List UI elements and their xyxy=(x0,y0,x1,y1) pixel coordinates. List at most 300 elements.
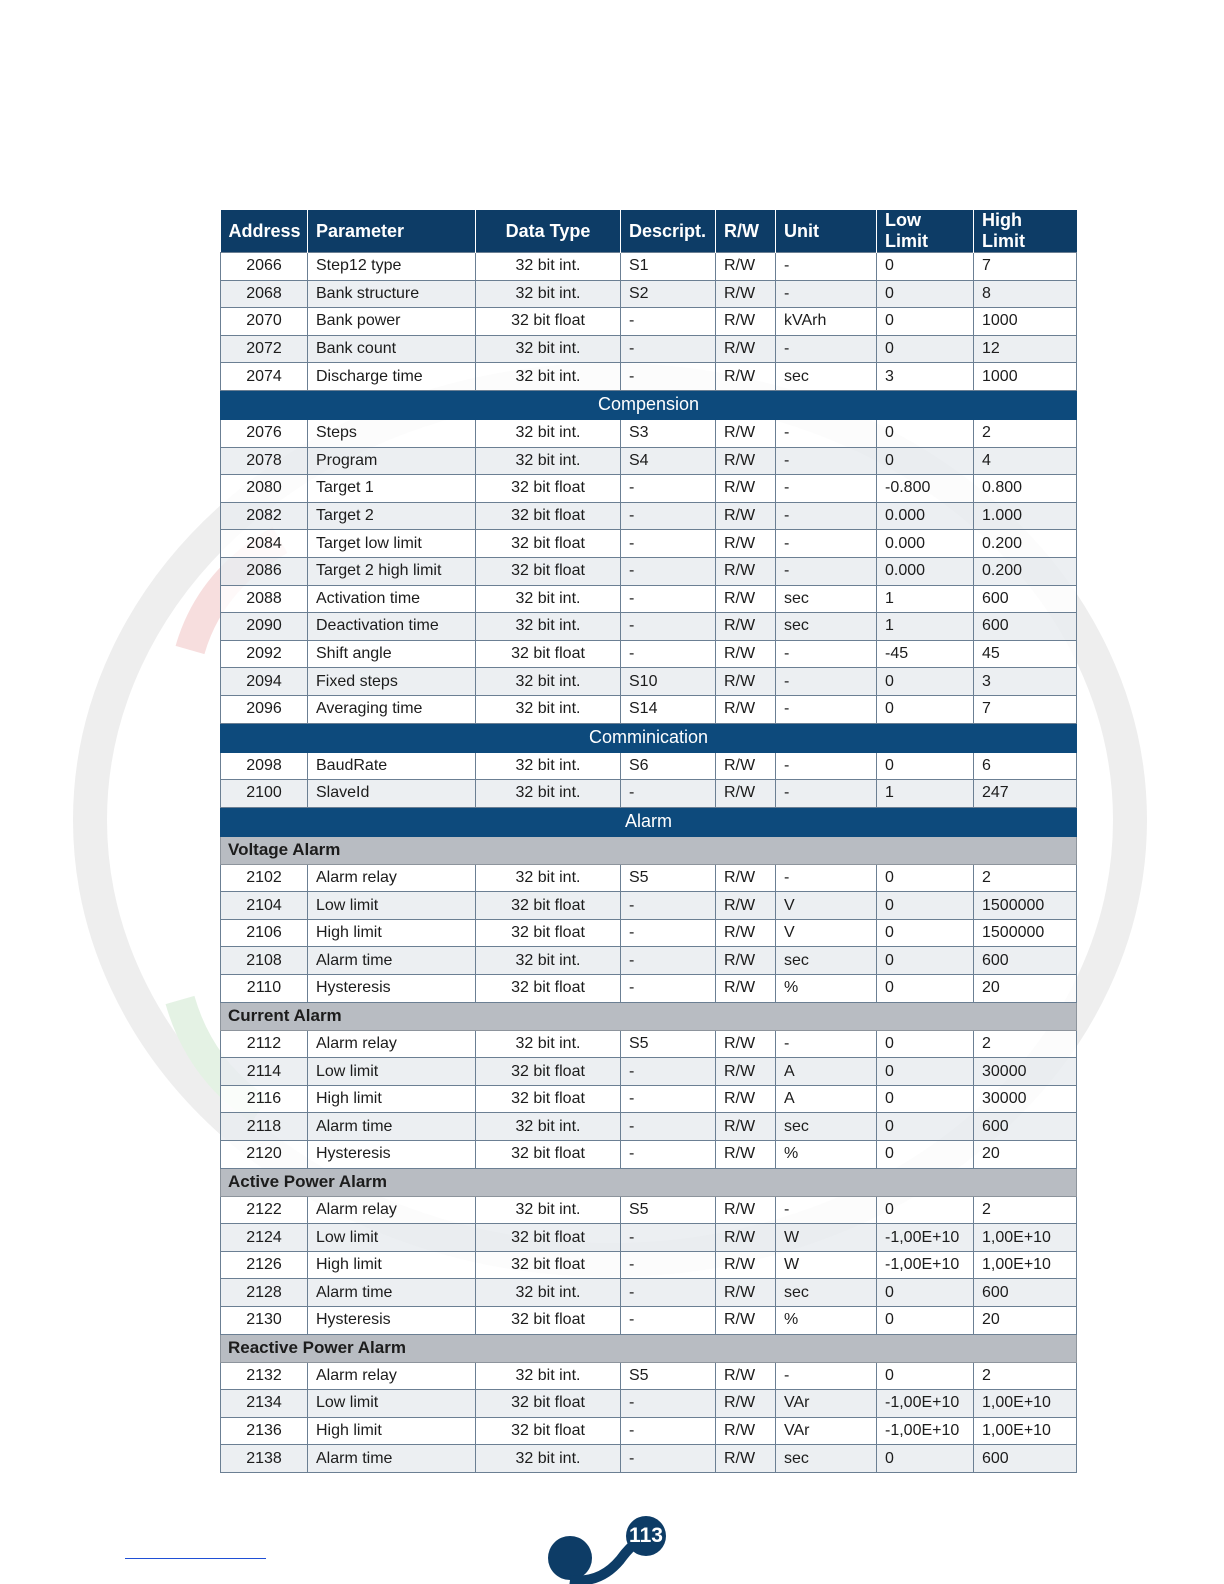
cell-low-limit: 1 xyxy=(877,613,974,641)
cell-low-limit: 0 xyxy=(877,1113,974,1141)
cell-rw: R/W xyxy=(716,1307,776,1335)
cell-rw: R/W xyxy=(716,1058,776,1086)
cell-parameter: Alarm relay xyxy=(308,1030,476,1058)
cell-high-limit: 600 xyxy=(974,947,1077,975)
cell-descript: S5 xyxy=(621,1362,716,1390)
cell-unit: kVArh xyxy=(776,308,877,336)
cell-high-limit: 12 xyxy=(974,335,1077,363)
cell-data-type: 32 bit float xyxy=(476,530,621,558)
cell-high-limit: 7 xyxy=(974,695,1077,723)
table-row xyxy=(221,752,1077,780)
cell-data-type: 32 bit int. xyxy=(476,947,621,975)
cell-data-type: 32 bit int. xyxy=(476,447,621,475)
cell-data-type: 32 bit int. xyxy=(476,363,621,391)
cell-descript: - xyxy=(621,1085,716,1113)
cell-descript: - xyxy=(621,335,716,363)
cell-descript: - xyxy=(621,1251,716,1279)
cell-parameter: BaudRate xyxy=(308,752,476,780)
table-row xyxy=(221,864,1077,892)
cell-rw: R/W xyxy=(716,280,776,308)
cell-low-limit: 0 xyxy=(877,1307,974,1335)
subsection-header-row xyxy=(221,1334,1077,1362)
table-row xyxy=(221,1058,1077,1086)
table-row xyxy=(221,475,1077,503)
cell-high-limit: 4 xyxy=(974,447,1077,475)
subsection-header-row xyxy=(221,836,1077,864)
cell-high-limit: 2 xyxy=(974,864,1077,892)
cell-rw: R/W xyxy=(716,1113,776,1141)
cell-data-type: 32 bit int. xyxy=(476,280,621,308)
table-row xyxy=(221,1224,1077,1252)
cell-descript: - xyxy=(621,1141,716,1169)
cell-unit: - xyxy=(776,864,877,892)
cell-address: 2116 xyxy=(221,1085,308,1113)
cell-address: 2066 xyxy=(221,253,308,281)
table-row xyxy=(221,640,1077,668)
cell-parameter: Alarm relay xyxy=(308,1196,476,1224)
cell-rw: R/W xyxy=(716,1030,776,1058)
cell-descript: - xyxy=(621,975,716,1003)
cell-data-type: 32 bit int. xyxy=(476,1030,621,1058)
cell-high-limit: 600 xyxy=(974,613,1077,641)
table-row xyxy=(221,585,1077,613)
cell-descript: - xyxy=(621,1390,716,1418)
cell-address: 2100 xyxy=(221,780,308,808)
cell-descript: S5 xyxy=(621,864,716,892)
cell-high-limit: 30000 xyxy=(974,1085,1077,1113)
cell-descript: - xyxy=(621,1279,716,1307)
table-row xyxy=(221,1417,1077,1445)
cell-address: 2094 xyxy=(221,668,308,696)
cell-parameter: Steps xyxy=(308,419,476,447)
cell-data-type: 32 bit float xyxy=(476,1085,621,1113)
subsection-header-row xyxy=(221,1002,1077,1030)
cell-data-type: 32 bit int. xyxy=(476,752,621,780)
cell-unit: - xyxy=(776,419,877,447)
cell-rw: R/W xyxy=(716,1251,776,1279)
table-row xyxy=(221,557,1077,585)
table-row xyxy=(221,1030,1077,1058)
cell-data-type: 32 bit int. xyxy=(476,1196,621,1224)
cell-low-limit: 0 xyxy=(877,947,974,975)
subsection-title: Active Power Alarm xyxy=(221,1168,1077,1196)
cell-descript: - xyxy=(621,585,716,613)
cell-parameter: Step12 type xyxy=(308,253,476,281)
cell-unit: - xyxy=(776,780,877,808)
cell-unit: VAr xyxy=(776,1390,877,1418)
cell-parameter: Alarm time xyxy=(308,1113,476,1141)
cell-address: 2108 xyxy=(221,947,308,975)
table-row xyxy=(221,1251,1077,1279)
cell-rw: R/W xyxy=(716,947,776,975)
cell-unit: - xyxy=(776,695,877,723)
cell-data-type: 32 bit int. xyxy=(476,1279,621,1307)
cell-low-limit: 0.000 xyxy=(877,557,974,585)
cell-unit: - xyxy=(776,1362,877,1390)
cell-parameter: Low limit xyxy=(308,1058,476,1086)
cell-address: 2130 xyxy=(221,1307,308,1335)
cell-address: 2122 xyxy=(221,1196,308,1224)
cell-low-limit: -1,00E+10 xyxy=(877,1251,974,1279)
cell-unit: W xyxy=(776,1224,877,1252)
cell-high-limit: 1,00E+10 xyxy=(974,1224,1077,1252)
cell-rw: R/W xyxy=(716,1445,776,1473)
cell-address: 2090 xyxy=(221,613,308,641)
cell-unit: - xyxy=(776,1030,877,1058)
cell-parameter: Alarm time xyxy=(308,947,476,975)
header-low-limit: Low Limit xyxy=(877,210,974,253)
cell-low-limit: 0 xyxy=(877,975,974,1003)
cell-high-limit: 1500000 xyxy=(974,892,1077,920)
cell-data-type: 32 bit int. xyxy=(476,1113,621,1141)
cell-data-type: 32 bit int. xyxy=(476,1445,621,1473)
cell-low-limit: 0 xyxy=(877,752,974,780)
cell-data-type: 32 bit int. xyxy=(476,864,621,892)
cell-data-type: 32 bit float xyxy=(476,1251,621,1279)
subsection-title: Reactive Power Alarm xyxy=(221,1334,1077,1362)
cell-address: 2096 xyxy=(221,695,308,723)
cell-low-limit: 0 xyxy=(877,1058,974,1086)
cell-high-limit: 6 xyxy=(974,752,1077,780)
cell-low-limit: -0.800 xyxy=(877,475,974,503)
cell-descript: S2 xyxy=(621,280,716,308)
cell-rw: R/W xyxy=(716,695,776,723)
cell-low-limit: 0 xyxy=(877,1279,974,1307)
cell-high-limit: 1500000 xyxy=(974,919,1077,947)
cell-high-limit: 1.000 xyxy=(974,502,1077,530)
cell-low-limit: -45 xyxy=(877,640,974,668)
cell-low-limit: 0 xyxy=(877,1085,974,1113)
cell-high-limit: 30000 xyxy=(974,1058,1077,1086)
cell-unit: - xyxy=(776,530,877,558)
cell-low-limit: 0 xyxy=(877,1445,974,1473)
cell-low-limit: 0 xyxy=(877,447,974,475)
cell-unit: V xyxy=(776,919,877,947)
cell-low-limit: 0 xyxy=(877,919,974,947)
cell-rw: R/W xyxy=(716,419,776,447)
cell-rw: R/W xyxy=(716,502,776,530)
cell-unit: - xyxy=(776,335,877,363)
cell-parameter: Target 2 xyxy=(308,502,476,530)
cell-low-limit: -1,00E+10 xyxy=(877,1224,974,1252)
cell-data-type: 32 bit float xyxy=(476,1307,621,1335)
table-row xyxy=(221,975,1077,1003)
cell-rw: R/W xyxy=(716,640,776,668)
cell-parameter: Fixed steps xyxy=(308,668,476,696)
cell-address: 2138 xyxy=(221,1445,308,1473)
cell-descript: - xyxy=(621,308,716,336)
cell-rw: R/W xyxy=(716,335,776,363)
cell-unit: - xyxy=(776,1196,877,1224)
cell-high-limit: 20 xyxy=(974,1141,1077,1169)
subsection-header-row xyxy=(221,1168,1077,1196)
cell-descript: - xyxy=(621,640,716,668)
table-row xyxy=(221,447,1077,475)
cell-data-type: 32 bit int. xyxy=(476,668,621,696)
cell-high-limit: 1000 xyxy=(974,308,1077,336)
table-row xyxy=(221,1445,1077,1473)
table-row xyxy=(221,1141,1077,1169)
header-parameter: Parameter xyxy=(308,210,476,253)
cell-rw: R/W xyxy=(716,585,776,613)
table-row xyxy=(221,1307,1077,1335)
table-row xyxy=(221,280,1077,308)
cell-rw: R/W xyxy=(716,557,776,585)
header-rw: R/W xyxy=(716,210,776,253)
cell-low-limit: 0 xyxy=(877,864,974,892)
cell-address: 2114 xyxy=(221,1058,308,1086)
cell-address: 2068 xyxy=(221,280,308,308)
table-row xyxy=(221,668,1077,696)
cell-data-type: 32 bit float xyxy=(476,975,621,1003)
cell-descript: - xyxy=(621,1224,716,1252)
cell-low-limit: 0 xyxy=(877,253,974,281)
cell-data-type: 32 bit float xyxy=(476,1141,621,1169)
cell-high-limit: 7 xyxy=(974,253,1077,281)
cell-low-limit: 0.000 xyxy=(877,530,974,558)
table-row xyxy=(221,1196,1077,1224)
cell-address: 2080 xyxy=(221,475,308,503)
cell-parameter: High limit xyxy=(308,1251,476,1279)
cell-rw: R/W xyxy=(716,752,776,780)
cell-rw: R/W xyxy=(716,475,776,503)
cell-low-limit: 1 xyxy=(877,585,974,613)
cell-address: 2092 xyxy=(221,640,308,668)
cell-unit: W xyxy=(776,1251,877,1279)
section-title: Compension xyxy=(221,390,1077,419)
cell-data-type: 32 bit float xyxy=(476,1224,621,1252)
cell-descript: - xyxy=(621,557,716,585)
subsection-title: Voltage Alarm xyxy=(221,836,1077,864)
cell-low-limit: 0 xyxy=(877,1362,974,1390)
cell-address: 2098 xyxy=(221,752,308,780)
cell-parameter: Alarm time xyxy=(308,1279,476,1307)
cell-rw: R/W xyxy=(716,1141,776,1169)
cell-rw: R/W xyxy=(716,864,776,892)
cell-low-limit: 0 xyxy=(877,335,974,363)
cell-high-limit: 1,00E+10 xyxy=(974,1417,1077,1445)
cell-rw: R/W xyxy=(716,1196,776,1224)
cell-descript: - xyxy=(621,892,716,920)
cell-unit: sec xyxy=(776,585,877,613)
cell-descript: - xyxy=(621,1445,716,1473)
cell-low-limit: 1 xyxy=(877,780,974,808)
register-table-container xyxy=(220,210,1076,1473)
table-row xyxy=(221,1113,1077,1141)
cell-low-limit: 3 xyxy=(877,363,974,391)
cell-address: 2124 xyxy=(221,1224,308,1252)
cell-address: 2120 xyxy=(221,1141,308,1169)
cell-low-limit: -1,00E+10 xyxy=(877,1390,974,1418)
cell-data-type: 32 bit int. xyxy=(476,253,621,281)
cell-parameter: Target 2 high limit xyxy=(308,557,476,585)
cell-parameter: High limit xyxy=(308,919,476,947)
cell-data-type: 32 bit int. xyxy=(476,335,621,363)
cell-address: 2132 xyxy=(221,1362,308,1390)
cell-address: 2072 xyxy=(221,335,308,363)
cell-parameter: Averaging time xyxy=(308,695,476,723)
cell-unit: % xyxy=(776,1307,877,1335)
section-title: Alarm xyxy=(221,807,1077,836)
cell-parameter: Low limit xyxy=(308,892,476,920)
cell-parameter: Bank power xyxy=(308,308,476,336)
cell-address: 2074 xyxy=(221,363,308,391)
cell-descript: S14 xyxy=(621,695,716,723)
cell-parameter: Deactivation time xyxy=(308,613,476,641)
table-row xyxy=(221,1085,1077,1113)
cell-unit: - xyxy=(776,280,877,308)
cell-parameter: Low limit xyxy=(308,1224,476,1252)
cell-high-limit: 20 xyxy=(974,975,1077,1003)
cell-address: 2076 xyxy=(221,419,308,447)
cell-descript: S10 xyxy=(621,668,716,696)
table-row xyxy=(221,919,1077,947)
cell-rw: R/W xyxy=(716,1390,776,1418)
cell-low-limit: 0 xyxy=(877,695,974,723)
cell-unit: - xyxy=(776,752,877,780)
header-high-limit: High Limit xyxy=(974,210,1077,253)
cell-data-type: 32 bit float xyxy=(476,1390,621,1418)
cell-unit: sec xyxy=(776,1113,877,1141)
cell-unit: - xyxy=(776,253,877,281)
cell-rw: R/W xyxy=(716,613,776,641)
cell-data-type: 32 bit float xyxy=(476,919,621,947)
table-row xyxy=(221,1279,1077,1307)
table-row xyxy=(221,419,1077,447)
cell-low-limit: 0 xyxy=(877,1196,974,1224)
cell-parameter: Activation time xyxy=(308,585,476,613)
cell-data-type: 32 bit float xyxy=(476,892,621,920)
cell-descript: - xyxy=(621,502,716,530)
cell-descript: S6 xyxy=(621,752,716,780)
table-header-row xyxy=(221,210,1077,253)
cell-rw: R/W xyxy=(716,919,776,947)
cell-address: 2128 xyxy=(221,1279,308,1307)
cell-data-type: 32 bit int. xyxy=(476,585,621,613)
cell-rw: R/W xyxy=(716,308,776,336)
cell-parameter: Alarm time xyxy=(308,1445,476,1473)
cell-address: 2086 xyxy=(221,557,308,585)
cell-unit: % xyxy=(776,1141,877,1169)
cell-address: 2078 xyxy=(221,447,308,475)
cell-parameter: SlaveId xyxy=(308,780,476,808)
cell-parameter: Alarm relay xyxy=(308,864,476,892)
cell-high-limit: 247 xyxy=(974,780,1077,808)
cell-low-limit: 0 xyxy=(877,1141,974,1169)
cell-high-limit: 0.200 xyxy=(974,530,1077,558)
cell-high-limit: 2 xyxy=(974,419,1077,447)
cell-rw: R/W xyxy=(716,1224,776,1252)
cell-unit: - xyxy=(776,502,877,530)
cell-high-limit: 45 xyxy=(974,640,1077,668)
cell-high-limit: 3 xyxy=(974,668,1077,696)
cell-unit: A xyxy=(776,1058,877,1086)
cell-low-limit: 0.000 xyxy=(877,502,974,530)
modbus-register-table xyxy=(220,210,1077,1473)
cell-low-limit: 0 xyxy=(877,1030,974,1058)
cell-high-limit: 2 xyxy=(974,1196,1077,1224)
cell-address: 2102 xyxy=(221,864,308,892)
table-body xyxy=(221,253,1077,1473)
cell-high-limit: 8 xyxy=(974,280,1077,308)
table-row xyxy=(221,1390,1077,1418)
cell-rw: R/W xyxy=(716,975,776,1003)
cell-parameter: Program xyxy=(308,447,476,475)
cell-descript: - xyxy=(621,1058,716,1086)
cell-unit: V xyxy=(776,892,877,920)
cell-data-type: 32 bit int. xyxy=(476,780,621,808)
cell-address: 2088 xyxy=(221,585,308,613)
cell-address: 2084 xyxy=(221,530,308,558)
cell-address: 2134 xyxy=(221,1390,308,1418)
header-descript: Descript. xyxy=(621,210,716,253)
cell-unit: VAr xyxy=(776,1417,877,1445)
cell-descript: - xyxy=(621,530,716,558)
cell-data-type: 32 bit float xyxy=(476,502,621,530)
table-row xyxy=(221,253,1077,281)
cell-data-type: 32 bit float xyxy=(476,1417,621,1445)
cell-high-limit: 600 xyxy=(974,1113,1077,1141)
cell-descript: - xyxy=(621,613,716,641)
cell-low-limit: 0 xyxy=(877,280,974,308)
cell-address: 2126 xyxy=(221,1251,308,1279)
header-data-type: Data Type xyxy=(476,210,621,253)
table-row xyxy=(221,947,1077,975)
cell-high-limit: 600 xyxy=(974,1279,1077,1307)
cell-descript: - xyxy=(621,947,716,975)
table-row xyxy=(221,1362,1077,1390)
cell-data-type: 32 bit float xyxy=(476,475,621,503)
cell-data-type: 32 bit float xyxy=(476,308,621,336)
cell-high-limit: 0.200 xyxy=(974,557,1077,585)
cell-descript: - xyxy=(621,475,716,503)
cell-rw: R/W xyxy=(716,447,776,475)
cell-parameter: Target 1 xyxy=(308,475,476,503)
cell-high-limit: 1000 xyxy=(974,363,1077,391)
section-header-row xyxy=(221,723,1077,752)
cell-rw: R/W xyxy=(716,780,776,808)
section-title: Comminication xyxy=(221,723,1077,752)
cell-address: 2112 xyxy=(221,1030,308,1058)
cell-high-limit: 0.800 xyxy=(974,475,1077,503)
cell-data-type: 32 bit int. xyxy=(476,419,621,447)
cell-data-type: 32 bit int. xyxy=(476,613,621,641)
cell-rw: R/W xyxy=(716,668,776,696)
cell-descript: - xyxy=(621,363,716,391)
cell-unit: - xyxy=(776,668,877,696)
cell-low-limit: 0 xyxy=(877,308,974,336)
cell-low-limit: 0 xyxy=(877,419,974,447)
cell-unit: - xyxy=(776,475,877,503)
table-row xyxy=(221,335,1077,363)
section-header-row xyxy=(221,807,1077,836)
header-address: Address xyxy=(221,210,308,253)
cell-unit: sec xyxy=(776,947,877,975)
cell-descript: S3 xyxy=(621,419,716,447)
cell-descript: S5 xyxy=(621,1196,716,1224)
cell-data-type: 32 bit int. xyxy=(476,695,621,723)
cell-descript: S1 xyxy=(621,253,716,281)
cell-descript: - xyxy=(621,1307,716,1335)
header-unit: Unit xyxy=(776,210,877,253)
cell-parameter: Hysteresis xyxy=(308,1141,476,1169)
cell-high-limit: 2 xyxy=(974,1030,1077,1058)
cell-data-type: 32 bit float xyxy=(476,557,621,585)
cell-descript: - xyxy=(621,1417,716,1445)
table-row xyxy=(221,613,1077,641)
cell-parameter: Bank count xyxy=(308,335,476,363)
cell-unit: sec xyxy=(776,363,877,391)
